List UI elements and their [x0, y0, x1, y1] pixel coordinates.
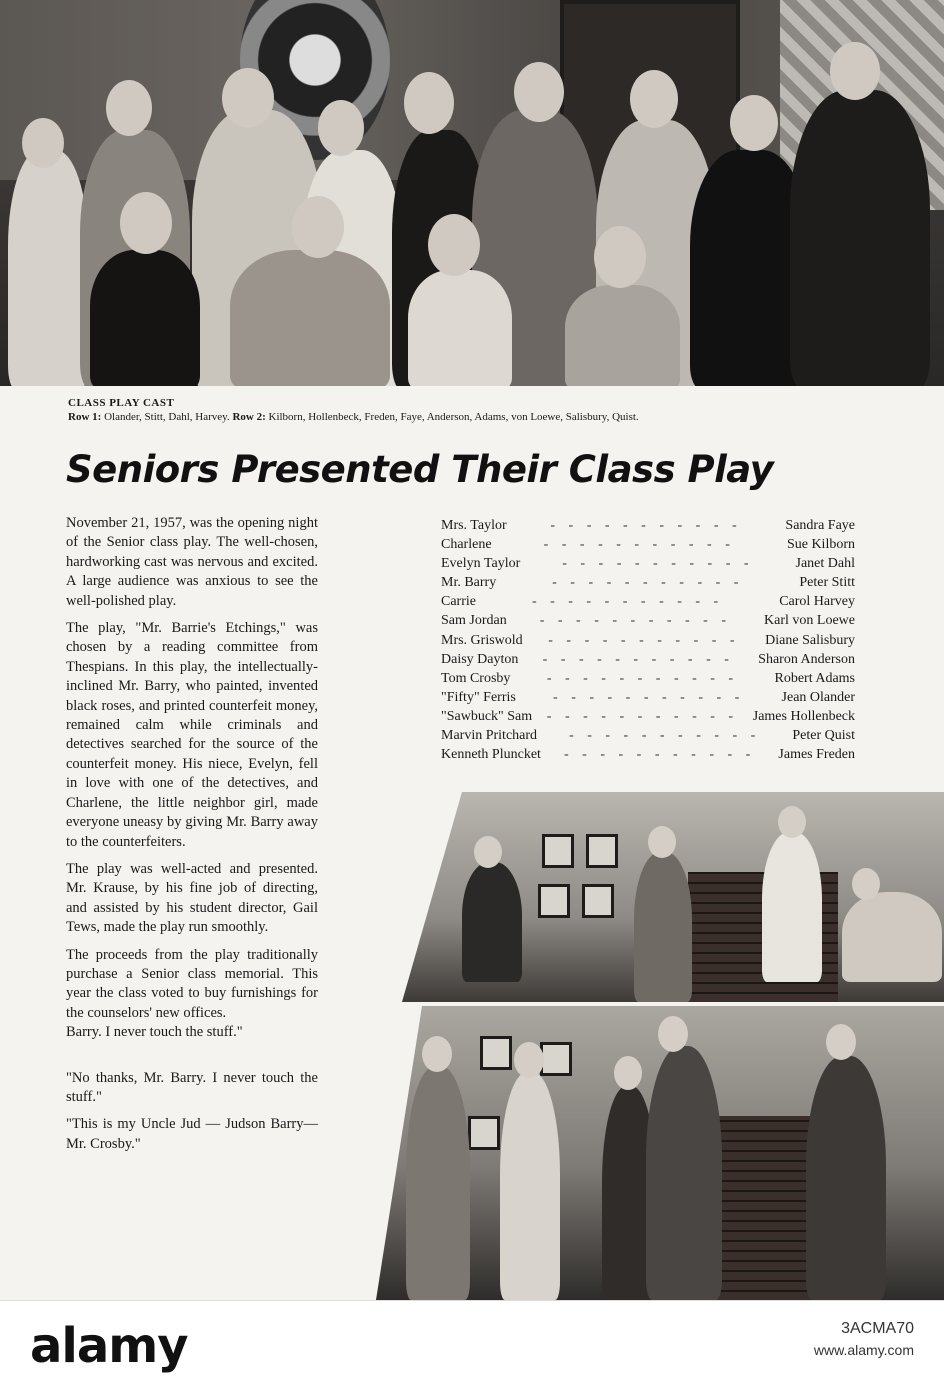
cast-dots: - - - - - - - - - - -: [569, 728, 761, 744]
cast-role: "Sawbuck" Sam: [441, 708, 533, 724]
cast-row: [441, 611, 855, 630]
cast-row: [441, 516, 855, 535]
cast-row: [441, 592, 855, 611]
cast-list: [441, 516, 855, 764]
cast-actor: James Freden: [778, 747, 855, 763]
actor-figure: [806, 1056, 886, 1300]
cast-member: [8, 150, 88, 386]
cast-actor: Peter Stitt: [799, 575, 855, 591]
scene-photo-1: [402, 792, 944, 1002]
cast-actor: Sharon Anderson: [758, 651, 855, 667]
cast-dots: - - - - - - - - - - -: [546, 708, 739, 724]
caption-rows: [68, 410, 888, 424]
photo-caption: [68, 396, 888, 424]
cast-actor: Robert Adams: [774, 670, 855, 686]
cast-row: [441, 554, 855, 573]
cast-dots: - - - - - - - - - - -: [553, 689, 745, 705]
cast-row: [441, 573, 855, 592]
cast-member-head: [630, 70, 678, 128]
stock-image-id: 3ACMA70: [841, 1320, 914, 1337]
wall-picture-frame: [582, 884, 614, 918]
cast-member: [90, 250, 200, 386]
cast-member: [565, 285, 680, 386]
actor-head: [422, 1036, 452, 1072]
cast-member: [408, 270, 512, 386]
actor-head: [658, 1016, 688, 1052]
cast-member-head: [292, 196, 344, 258]
cast-member-head: [594, 226, 646, 288]
photo-quote: "No thanks, Mr. Barry. I never touch the stuff.": [66, 1069, 318, 1105]
wall-picture-frame: [542, 834, 574, 868]
actor-figure: [842, 892, 942, 982]
cast-row: [441, 726, 855, 745]
cast-row: [441, 535, 855, 554]
cast-actor: Jean Olander: [781, 689, 855, 705]
cast-role: Mrs. Taylor: [441, 518, 507, 533]
caption-row2-names: Kilborn, Hollenbeck, Freden, Faye, Anderson, Adams, von Loewe, Salisbury, Quist.: [268, 411, 639, 423]
actor-head: [778, 806, 806, 838]
cast-member-head: [222, 68, 274, 128]
actor-figure: [646, 1046, 722, 1300]
cast-member-head: [404, 72, 454, 134]
cast-dots: - - - - - - - - - - -: [542, 651, 734, 667]
cast-member: [790, 90, 930, 386]
cast-role: Evelyn Taylor: [441, 556, 521, 572]
cast-actor: Sue Kilborn: [786, 537, 855, 553]
wall-picture-frame: [538, 884, 570, 918]
wall-picture-frame: [586, 834, 618, 868]
cast-row: [441, 650, 855, 669]
photo-quote: "This is my Uncle Jud — Judson Barry—Mr. Crosby.": [66, 1116, 318, 1152]
cast-actor: Carol Harvey: [779, 594, 855, 610]
wall-picture-frame: [480, 1036, 512, 1070]
actor-head: [514, 1042, 544, 1078]
cast-member-head: [514, 62, 564, 122]
cast-row: [441, 688, 855, 707]
cast-role: Carrie: [441, 594, 476, 610]
cast-role: Marvin Pritchard: [441, 728, 538, 744]
cast-dots: - - - - - - - - - - -: [550, 518, 742, 533]
cast-member-head: [120, 192, 172, 254]
cast-member: [230, 250, 390, 386]
cast-actor: Janet Dahl: [795, 556, 855, 572]
cast-dots: - - - - - - - - - - -: [531, 594, 724, 610]
cast-member-head: [318, 100, 364, 156]
cast-actor: Karl von Loewe: [764, 613, 855, 629]
cast-actor: Peter Quist: [792, 728, 855, 744]
actor-head: [474, 836, 502, 868]
actor-head: [614, 1056, 642, 1090]
cast-row: [441, 631, 855, 650]
cast-role: Tom Crosby: [441, 670, 511, 686]
cast-actor: James Hollenbeck: [752, 708, 855, 724]
cast-actor: Sandra Faye: [785, 518, 855, 533]
article-body: [66, 514, 318, 1162]
cast-dots: - - - - - - - - - - -: [546, 670, 739, 686]
caption-row2-label: Row 2:: [232, 411, 266, 423]
article-paragraph: The play, "Mr. Barrie's Etchings," was chosen by a reading committee from Thespians. In this play, the intellectually-inclined Mr. Barry, who painted, invented black roses, and printed counterfeit money, remained calm while criminals and detectives searched for the source of the counterfeit money. His niece, Evelyn, fell in love with one of the detectives, and Charlene, the little neighbor girl, made everyone uneasy by giving Mr. Barry away to the counterfeiters.: [66, 620, 318, 850]
cast-dots: - - - - - - - - - - -: [564, 747, 756, 763]
cast-dots: - - - - - - - - - - -: [562, 556, 754, 572]
cast-member-head: [830, 42, 880, 100]
cast-role: Kenneth Pluncket: [441, 747, 541, 763]
cast-role: Daisy Dayton: [441, 651, 519, 667]
cast-row: [441, 745, 855, 764]
caption-title: CLASS PLAY CAST: [68, 397, 175, 409]
cast-dots: - - - - - - - - - - -: [548, 632, 740, 648]
cast-member-head: [106, 80, 152, 136]
actor-head: [648, 826, 676, 858]
cast-member-head: [428, 214, 480, 276]
stock-url: www.alamy.com: [813, 1342, 914, 1358]
cast-role: Sam Jordan: [441, 613, 507, 629]
wall-picture-frame: [540, 1042, 572, 1076]
actor-head: [852, 868, 880, 900]
article-paragraph: The play was well-acted and presented. Mr. Krause, by his fine job of directing, and assisted by his student director, Gail Tews, made the play run smoothly.: [66, 860, 318, 936]
article-paragraph: November 21, 1957, was the opening night of the Senior class play. The well-chosen, hardworking cast was nervous and excited. A large audience was anxious to see the well-polished play.: [66, 515, 318, 609]
actor-figure: [762, 832, 822, 982]
cast-dots: - - - - - - - - - - -: [552, 575, 744, 591]
caption-row1-label: Row 1:: [68, 411, 102, 423]
cast-member-head: [730, 95, 778, 151]
cast-member-head: [22, 118, 64, 168]
cast-photo: [0, 0, 944, 386]
article-paragraph: The proceeds from the play traditionally purchase a Senior class memorial. This year the class voted to buy furnishings for the counselors' new offices.: [66, 946, 318, 1021]
actor-figure: [406, 1066, 470, 1300]
cast-role: Charlene: [441, 537, 492, 553]
page-headline: Seniors Presented Their Class Play: [66, 448, 774, 491]
stock-logo: alamy: [30, 1318, 188, 1374]
cast-role: Mr. Barry: [441, 575, 497, 591]
cast-row: [441, 669, 855, 688]
scene-photo-2: [376, 1006, 944, 1300]
actor-figure: [500, 1072, 560, 1300]
actor-figure: [462, 862, 522, 982]
caption-row1-names: Olander, Stitt, Dahl, Harvey.: [104, 411, 230, 423]
cast-dots: - - - - - - - - - - -: [543, 537, 735, 553]
cast-row: [441, 707, 855, 726]
actor-figure: [634, 852, 692, 1002]
cast-role: Mrs. Griswold: [441, 632, 523, 648]
actor-head: [826, 1024, 856, 1060]
wall-picture-frame: [468, 1116, 500, 1150]
cast-dots: - - - - - - - - - - -: [539, 613, 732, 629]
cast-actor: Diane Salisbury: [765, 632, 855, 648]
article-paragraph-fragment: Barry. I never touch the stuff.": [66, 1024, 243, 1041]
cast-role: "Fifty" Ferris: [441, 689, 516, 705]
